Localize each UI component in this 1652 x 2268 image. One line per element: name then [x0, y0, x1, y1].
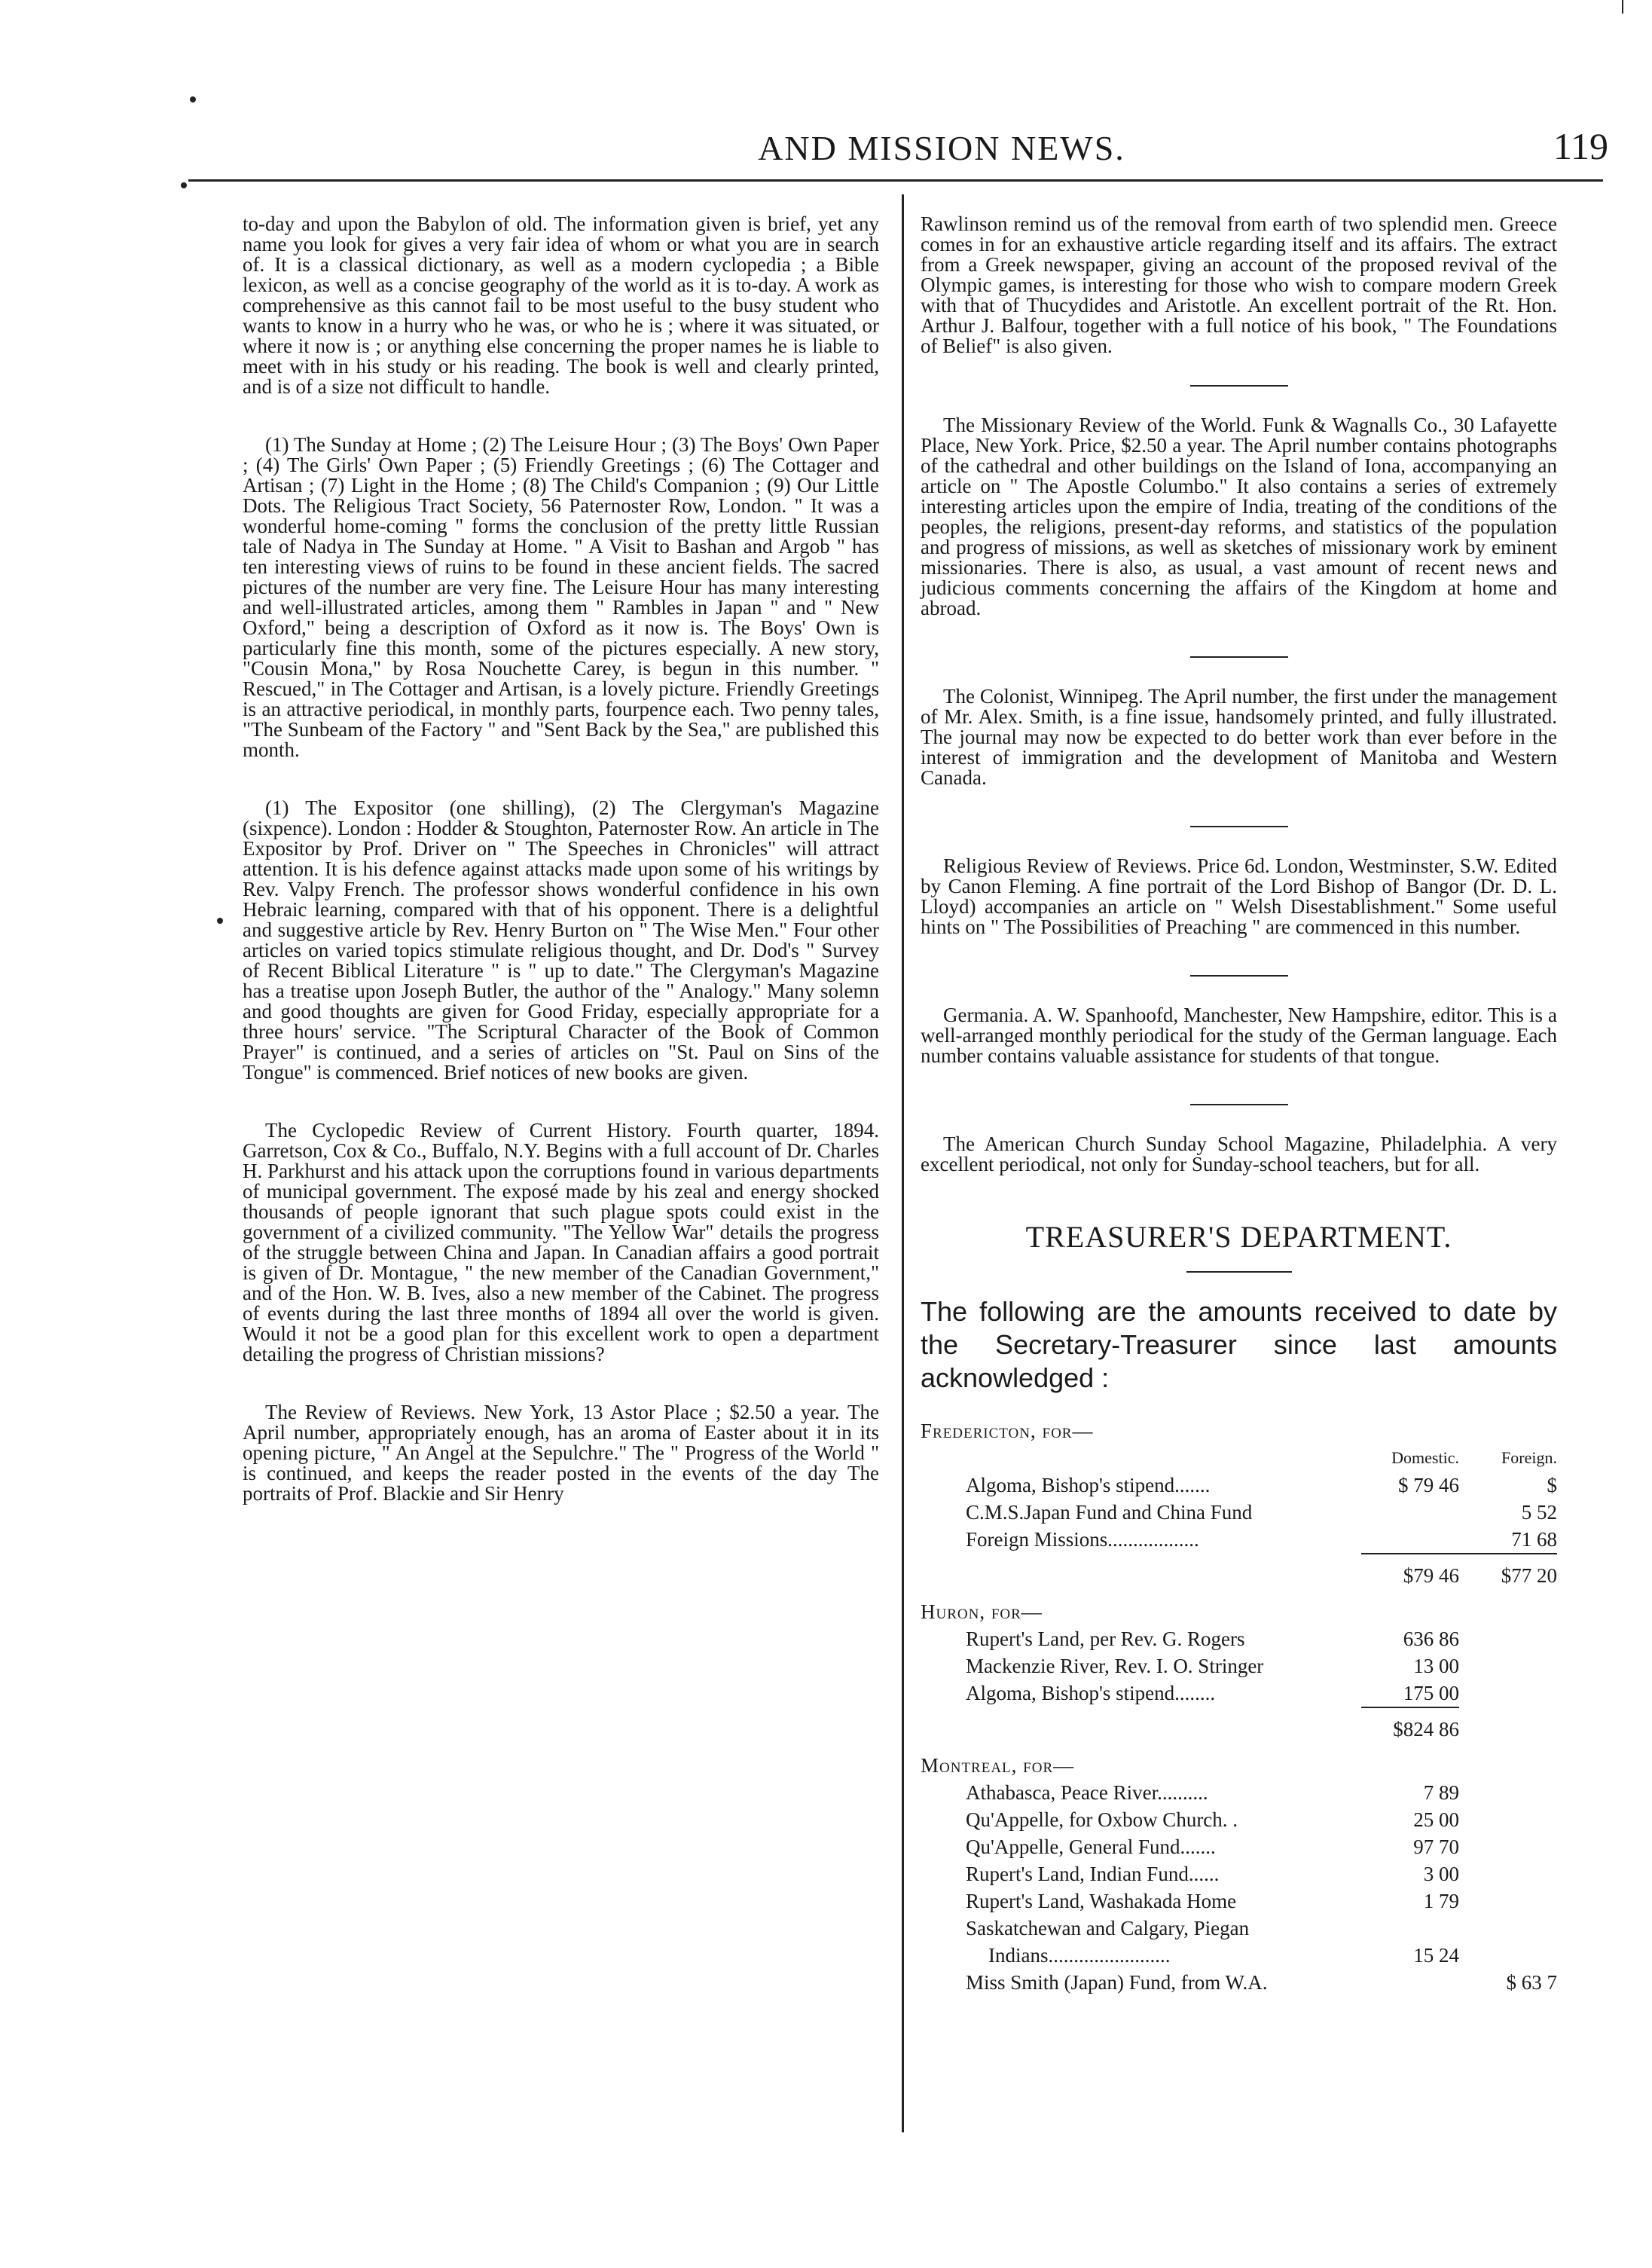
review-entry: (1) The Sunday at Home ; (2) The Leisure Hour ; (3) The Boys' Own Paper ; (4) The Girls' Own Paper ; (5) Friendly Greetings ; (6) The Cottager and Artisan ; (7) Light in the Home ; (8) The Child's Companion ; (9) Our Little Dots. The Religious Tract Society, 56 Paternoster Row, London. " It was a wonderful home-coming " forms the conclusion of the pretty little Russian tale of Nadya in The Sunday at Home. " A Visit to Bashan and Argob " has ten interesting views of ruins to be found in these ancient fields. The sacred pictures of the number are very fine. The Leisure Hour has many interesting and well-illustrated articles, among them " Rambles in Japan " and " New Oxford," being a description of Oxford as it now is. The Boys' Own is particularly fine this month, some of the pictures especially. A new story, "Cousin Mona," by Rosa Nouchette Carey, is begun in this number. " Rescued," in The Cottager and Artisan, is a lovely picture. Friendly Greetings is an attractive periodical, in monthly parts, fourpence each. Two penny tales, "The Sunbeam of the Factory " and "Sent Back by the Sea," are published this month.	[243, 433, 879, 761]
ledger-row	[921, 1652, 1557, 1680]
domestic-amount: 15 24	[1413, 1944, 1459, 1967]
paragraph: to-day and upon the Babylon of old. The information given is brief, yet any name you look for gives a very fair idea of whom or what you are in search of. It is a classical dictionary, as well as a modern cyclopedia ; a Bible lexicon, as well as a concise geography of the world as it is to-day. A work as comprehensive as this cannot fail to be most useful to the busy student who wants to know in a hurry who he was, or who he is ; where it was situated, or where it now is ; or anything else concerning the proper names he is liable to meet with in his study or his reading. The book is well and clearly printed, and is of a size not difficult to handle.	[243, 212, 879, 398]
ledger-row	[921, 1806, 1557, 1833]
page-number: 119	[1553, 125, 1608, 167]
ledger-row	[921, 1625, 1557, 1652]
ledger-row	[921, 1969, 1557, 1996]
review-entry: Religious Review of Reviews. Price 6d. London, Westminster, S.W. Edited by Canon Fleming. A fine portrait of the Lord Bishop of Bangor (Dr. D. L. Lloyd) accompanies an article on " Welsh Disestablishment." Some useful hints on " The Possibilities of Preaching " are commenced in this number.	[921, 854, 1557, 938]
section-rule	[1190, 656, 1288, 658]
foreign-subtotal: $77 20	[1501, 1564, 1557, 1587]
domestic-amount: 7 89	[1423, 1781, 1459, 1804]
subtotal-row	[921, 1554, 1557, 1594]
review-entry: The Review of Reviews. New York, 13 Astor Place ; $2.50 a year. The April number, appropriately enough, has an aroma of Easter about it in its opening picture, " An Angel at the Sepulchre." The " Progress of the World " is continued, and keeps the reader posted in the events of the day The portraits of Prof. Blackie and Sir Henry	[243, 1401, 879, 1505]
margin-dot	[217, 918, 223, 924]
ledger-row	[921, 1680, 1557, 1707]
foreign-amount	[1459, 1860, 1557, 1887]
domestic-amount: $ 79 46	[1398, 1474, 1459, 1496]
foreign-amount: 71 68	[1511, 1528, 1557, 1551]
heading-rule	[1186, 1271, 1292, 1273]
domestic-amount: 97 70	[1413, 1835, 1459, 1858]
foreign-amount	[1459, 1652, 1557, 1680]
ledger	[921, 1417, 1557, 1996]
domestic-amount	[1361, 1526, 1459, 1553]
foreign-amount	[1459, 1942, 1557, 1969]
ledger-item: Athabasca, Peace River..........	[966, 1781, 1208, 1804]
ledger-row	[921, 1860, 1557, 1887]
header-rule	[188, 179, 1603, 182]
left-column	[243, 214, 879, 1542]
foreign-amount: $	[1547, 1474, 1557, 1496]
ledger-row	[921, 1779, 1557, 1806]
domestic-amount	[1361, 1915, 1459, 1942]
domestic-subtotal: $824 86	[1393, 1718, 1459, 1741]
foreign-amount	[1459, 1680, 1557, 1707]
section-rule	[1190, 1104, 1288, 1105]
review-entry: (1) The Expositor (one shilling), (2) The Clergyman's Magazine (sixpence). London : Hodder & Stoughton, Paternoster Row. An article in The Expositor by Prof. Driver on " The Speeches in Chronicles" will attract attention. It is his defence against attacks made upon some of his writings by Rev. Valpy French. The professor shows wonderful confidence in his own Hebraic learning, compared with that of his opponent. There is a delightful and suggestive article by Rev. Henry Burton on " The Wise Men." Four other articles on varied topics stimulate religious thought, and Dr. Dod's " Survey of Recent Biblical Literature " is " up to date." The Clergyman's Magazine has a treatise upon Joseph Butler, the author of the " Analogy." Many solemn and good thoughts are given for Good Friday, especially appropriate for a three hours' service. "The Scriptural Character of the Book of Common Prayer" is continued, and a series of articles on "St. Paul on Sins of the Tongue" is commenced. Brief notices of new books are given.	[243, 796, 879, 1084]
diocese-heading: Huron, for—	[921, 1600, 1043, 1623]
ledger-item: Algoma, Bishop's stipend........	[966, 1682, 1216, 1704]
department-intro: The following are the amounts received to date by the Secretary-Treasurer since last amounts acknowledged :	[921, 1296, 1557, 1393]
margin-dot	[190, 96, 196, 102]
domestic-amount	[1361, 1969, 1459, 1996]
diocese-heading: Montreal, for—	[921, 1754, 1075, 1777]
subtotal-row	[921, 1708, 1557, 1747]
foreign-amount	[1459, 1887, 1557, 1915]
domestic-subtotal: $79 46	[1403, 1564, 1459, 1587]
domestic-header: Domestic.	[1391, 1448, 1459, 1467]
review-entry: The Cyclopedic Review of Current History. Fourth quarter, 1894. Garretson, Cox & Co., Buffalo, N.Y. Begins with a full account of Dr. Charles H. Parkhurst and his attack upon the corruptions found in various departments of municipal government. The exposé made by his zeal and energy shocked thousands of people ignorant that such plague spots could exist in the government of a civilized community. "The Yellow War" details the progress of the struggle between China and Japan. In Canadian affairs a good portrait is given of Dr. Montague, " the new member of the Canadian Government," and of the Hon. W. B. Ives, also a new member of the Cabinet. The progress of events during the last three months of 1894 all over the world is given. Would it not be a good plan for this excellent work to open a department detailing the progress of Christian missions?	[243, 1119, 879, 1365]
domestic-amount: 175 00	[1403, 1682, 1459, 1704]
domestic-amount: 1 79	[1423, 1890, 1459, 1912]
review-entry: Germania. A. W. Spanhoofd, Manchester, New Hampshire, editor. This is a well-arranged monthly periodical for the study of the German language. Each number contains valuable assistance for students of that tongue.	[921, 1004, 1557, 1067]
foreign-amount	[1459, 1806, 1557, 1833]
foreign-amount: $ 63 7	[1506, 1971, 1557, 1994]
ledger-row	[921, 1472, 1557, 1499]
ledger-item: Mackenzie River, Rev. I. O. Stringer	[966, 1655, 1264, 1677]
ledger-item: Foreign Missions..................	[966, 1528, 1199, 1551]
ledger-item: Qu'Appelle, for Oxbow Church. .	[966, 1808, 1238, 1831]
ledger-column-headers	[921, 1444, 1557, 1472]
foreign-header: Foreign.	[1501, 1448, 1557, 1467]
page-corner-mark	[1622, 0, 1623, 14]
review-entry: The Missionary Review of the World. Funk & Wagnalls Co., 30 Lafayette Place, New York. Price, $2.50 a year. The April number contains photographs of the cathedral and other buildings on the Island of Iona, accompanying an article on " The Apostle Columbo." It also contains a series of extremely interesting articles upon the empire of India, treating of the conditions of the peoples, the religions, present-day reforms, and statistics of the population and progress of missions, as well as sketches of missionary work by eminent missionaries. There is also, as usual, a vast amount of recent news and judicious comments concerning the affairs of the Kingdom at home and abroad.	[921, 414, 1557, 619]
ledger-row	[921, 1887, 1557, 1915]
review-entry: The American Church Sunday School Magazine, Philadelphia. A very excellent periodical, not only for Sunday-school teachers, but for all.	[921, 1132, 1557, 1175]
ledger-item: Algoma, Bishop's stipend.......	[966, 1474, 1211, 1496]
foreign-amount	[1459, 1915, 1557, 1942]
ledger-item: Miss Smith (Japan) Fund, from W.A.	[966, 1971, 1268, 1994]
department-heading: TREASURER'S DEPARTMENT.	[1025, 1220, 1452, 1254]
ledger-item: Rupert's Land, Washakada Home	[966, 1890, 1237, 1912]
ledger-row	[921, 1499, 1557, 1526]
column-divider	[902, 194, 904, 2132]
section-rule	[1190, 975, 1288, 977]
right-column	[921, 214, 1557, 1996]
section-rule	[1190, 826, 1288, 827]
foreign-amount: 5 52	[1521, 1501, 1557, 1524]
ledger-row	[921, 1942, 1557, 1969]
running-header: AND MISSION NEWS.	[758, 129, 1125, 167]
paragraph: Rawlinson remind us of the removal from earth of two splendid men. Greece comes in for an exhaustive article regarding itself and its affairs. The extract from a Greek newspaper, giving an account of the proposed revival of the Olympic games, is interesting for those who wish to compare modern Greek with that of Thucydides and Aristotle. An excellent portrait of the Rt. Hon. Arthur J. Balfour, together with a full notice of his book, " The Foundations of Belief" is also given.	[921, 212, 1557, 357]
diocese-heading: Fredericton, for—	[921, 1420, 1094, 1442]
ledger-item: Saskatchewan and Calgary, Piegan	[966, 1917, 1250, 1939]
domestic-amount	[1361, 1499, 1459, 1526]
ledger-item: Rupert's Land, Indian Fund......	[966, 1863, 1220, 1885]
ledger-row	[921, 1915, 1557, 1942]
foreign-amount	[1459, 1833, 1557, 1860]
ledger-row	[921, 1526, 1557, 1553]
ledger-item: C.M.S.Japan Fund and China Fund	[966, 1501, 1253, 1524]
domestic-amount: 3 00	[1423, 1863, 1459, 1885]
domestic-amount: 13 00	[1413, 1655, 1459, 1677]
review-entry: The Colonist, Winnipeg. The April number, the first under the management of Mr. Alex. Smith, is a fine issue, handsomely printed, and fully illustrated. The journal may now be expected to do better work than ever before in the interest of immigration and the development of Manitoba and Western Canada.	[921, 685, 1557, 789]
foreign-amount	[1459, 1779, 1557, 1806]
foreign-amount	[1459, 1625, 1557, 1652]
ledger-item: Qu'Appelle, General Fund.......	[966, 1835, 1216, 1858]
ledger-row	[921, 1833, 1557, 1860]
margin-dot	[181, 182, 187, 188]
domestic-amount: 25 00	[1413, 1808, 1459, 1831]
ledger-item: Rupert's Land, per Rev. G. Rogers	[966, 1628, 1245, 1650]
ledger-item: Indians........................	[988, 1944, 1171, 1967]
domestic-amount: 636 86	[1403, 1628, 1459, 1650]
section-rule	[1190, 385, 1288, 387]
